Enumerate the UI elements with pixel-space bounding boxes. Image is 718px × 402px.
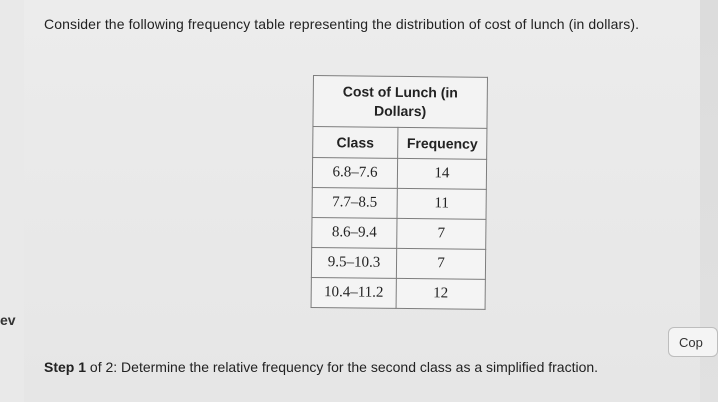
step-label: Step 1 [44, 359, 87, 375]
frequency-cell: 7 [396, 248, 485, 279]
column-header-frequency: Frequency [398, 127, 487, 159]
column-header-class: Class [313, 127, 398, 159]
class-cell: 7.7–8.5 [312, 187, 397, 218]
step-instruction [44, 359, 598, 375]
class-cell: 8.6–9.4 [312, 217, 397, 248]
table-row [312, 187, 486, 219]
step-text: Determine the relative frequency for the second class as a simplified fraction. [117, 359, 599, 375]
table-caption-line-1: Cost of Lunch (in [342, 83, 458, 101]
step-of-text: of 2: [86, 359, 118, 375]
frequency-table [311, 75, 488, 310]
frequency-cell: 7 [397, 218, 486, 249]
table-row [311, 247, 485, 279]
left-edge-strip [0, 0, 24, 402]
table-row [312, 158, 486, 190]
question-text: Consider the following frequency table representing the distribution of cost of lunch (in dollars). [44, 16, 640, 32]
class-cell: 9.5–10.3 [311, 247, 396, 278]
table-row [311, 277, 485, 309]
side-label: ev [0, 312, 16, 328]
frequency-cell: 11 [397, 188, 486, 219]
table-caption [313, 76, 488, 129]
class-cell: 10.4–11.2 [311, 277, 396, 308]
class-cell: 6.8–7.6 [312, 158, 397, 189]
table-caption-line-2: Dollars) [373, 102, 427, 120]
copy-button[interactable]: Cop [668, 327, 718, 357]
frequency-cell: 14 [397, 158, 486, 189]
table-row [312, 217, 486, 249]
frequency-cell: 12 [396, 278, 485, 309]
